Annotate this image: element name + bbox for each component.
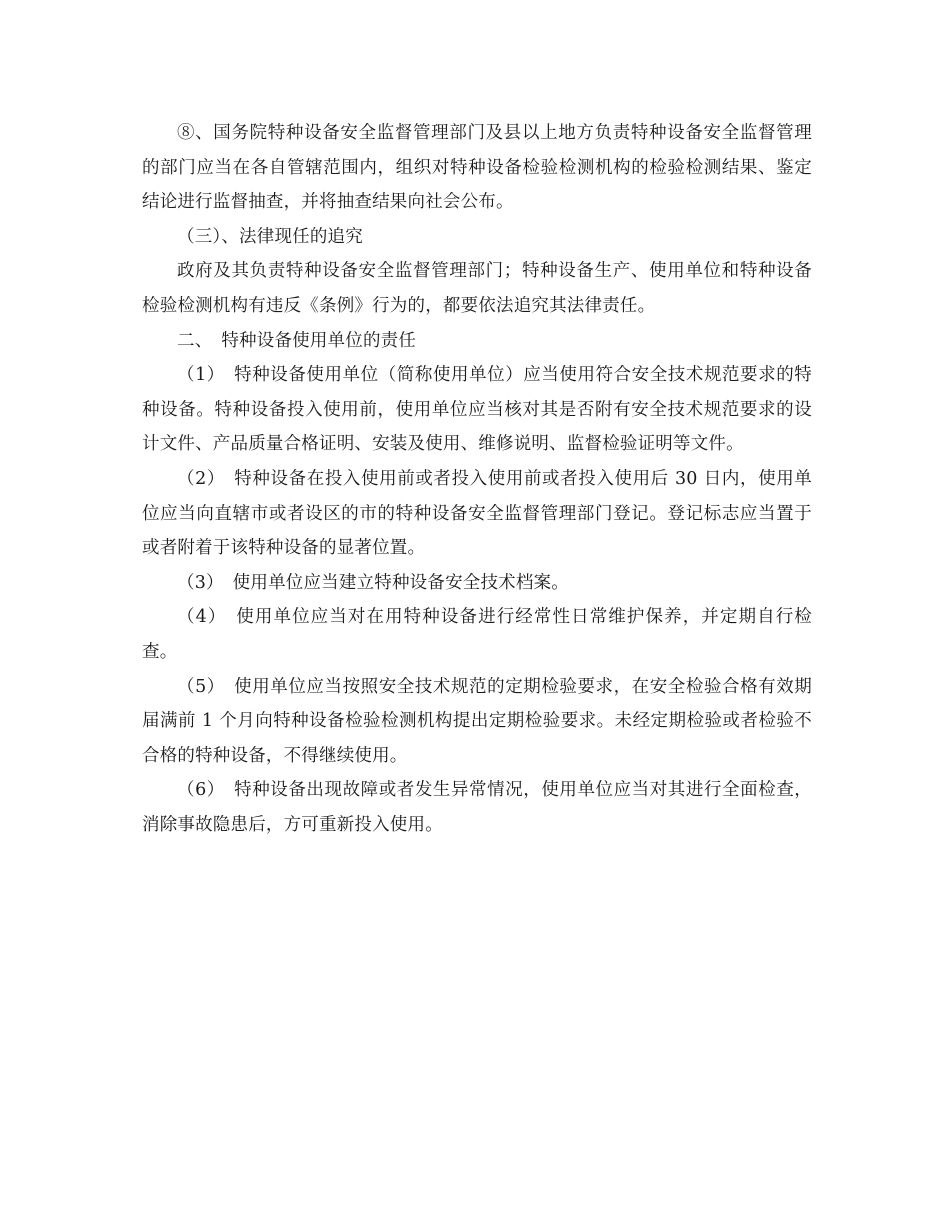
list-item-1: （1） 特种设备使用单位（简称使用单位）应当使用符合安全技术规范要求的特种设备。特种设备投入使用前，使用单位应当核对其是否附有安全技术规范要求的设计文件、产品质量合格证明、安装及使用、维修说明、监督检验证明等文件。 <box>142 365 812 455</box>
heading-legal-liability: （三）、法律现任的追究 <box>177 226 363 247</box>
list-item-4: （4） 使用单位应当对在用特种设备进行经常性日常维护保养，并定期自行检查。 <box>142 607 812 662</box>
list-item-3: （3） 使用单位应当建立特种设备安全技术档案。 <box>177 572 569 593</box>
list-item-2: （2） 特种设备在投入使用前或者投入使用前或者投入使用后 30 日内，使用单位应当向直辖市或者设区的市的特种设备安全监督管理部门登记。登记标志应当置于或者附着于该特种设备的显著位置。 <box>142 468 812 559</box>
paragraph-supervision-spot-check: ⑧、国务院特种设备安全监督管理部门及县以上地方负责特种设备安全监督管理的部门应当在各自管辖范围内，组织对特种设备检验检测机构的检验检测结果、鉴定结论进行监督抽查，并将抽查结果向社会公布。 <box>142 123 812 213</box>
list-item-5: （5） 使用单位应当按照安全技术规范的定期检验要求，在安全检验合格有效期届满前 1 个月向特种设备检验检测机构提出定期检验要求。未经定期检验或者检验不合格的特种设备，不得继续使用。 <box>142 676 812 766</box>
document-body <box>142 116 812 842</box>
heading-user-responsibility: 二、 特种设备使用单位的责任 <box>177 330 417 351</box>
paragraph-legal-liability: 政府及其负责特种设备安全监督管理部门；特种设备生产、使用单位和特种设备检验检测机构有违反《条例》行为的，都要依法追究其法律责任。 <box>142 261 812 316</box>
list-item-6: （6） 特种设备出现故障或者发生异常情况，使用单位应当对其进行全面检查，消除事故隐患后，方可重新投入使用。 <box>142 780 812 835</box>
